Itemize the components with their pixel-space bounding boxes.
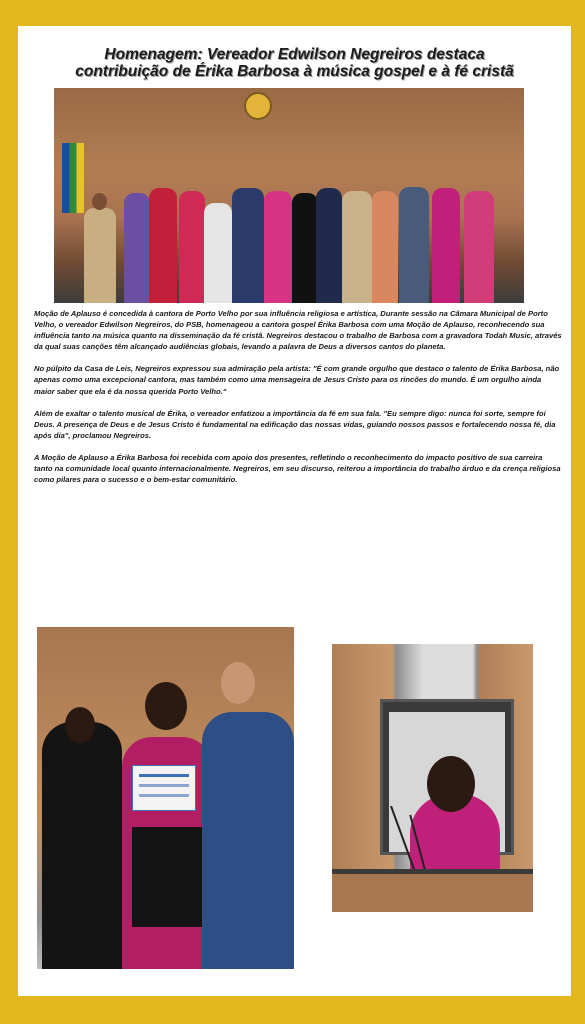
paragraph: A Moção de Aplauso a Érika Barbosa foi recebida com apoio dos presentes, refletindo o reconhecimento do impacto positivo de sua carreira tanto na comunidade local quanto internacionalmente. Negreiros, em seu discurso, reiterou a importância do trabalho árduo e da crença religiosa como pilares para o sucesso e o bem-estar comunitário.: [34, 452, 561, 485]
group-photo: [54, 88, 524, 303]
coat-of-arms-icon: [244, 92, 272, 120]
title-line-1: Homenagem: Vereador Edwilson Negreiros destaca: [104, 46, 485, 63]
article-body: [34, 308, 562, 496]
article-card: [18, 26, 571, 996]
paragraph: No púlpito da Casa de Leis, Negreiros expressou sua admiração pela artista: "É com grande orgulho que destaco o talento de Érika Barbosa, não apenas como uma excepcional cantora, mas também como uma mensageira de Jesus Cristo para os rincões do mundo. É um orgulho ainda maior saber que ela é da nossa querida Porto Velho.": [34, 364, 560, 396]
honoree-certificate-photo: [37, 627, 294, 969]
title-line-2: contribuição de Érika Barbosa à música gospel e à fé cristã: [75, 63, 514, 80]
flags-icon: [62, 143, 84, 213]
paragraph: Além de exaltar o talento musical de Érika, o vereador enfatizou a importância da fé em sua fala. "Eu sempre digo: nunca foi sorte, sempre foi Deus. A presença de Deus e de Jesus Cristo é fundamental na edificação das nossas vidas, guiando nossos passos e fortalecendo nossa fé, dia após dia", proclamou Negreiros.: [34, 408, 556, 440]
paragraph: Moção de Aplauso é concedida à cantora de Porto Velho por sua influência religiosa e artística, Durante sessão na Câmara Municipal de Porto Velho, o vereador Edwilson Negreiros, do PSB, homenageou a cantora gospel Érika Barbosa com uma Moção de Aplauso, reconhecendo sua influência tanto na música quanto na disseminação da fé cristã. Negreiros destacou o trabalho de Barbosa com a gravadora Todah Music, através da qual suas canções têm alcançado audiências globais, levando a palavra de Deus a diversos cantos do planeta.: [34, 309, 562, 352]
pulpit-photo: [332, 644, 533, 912]
article-title: [18, 46, 571, 80]
certificate: [132, 765, 196, 811]
